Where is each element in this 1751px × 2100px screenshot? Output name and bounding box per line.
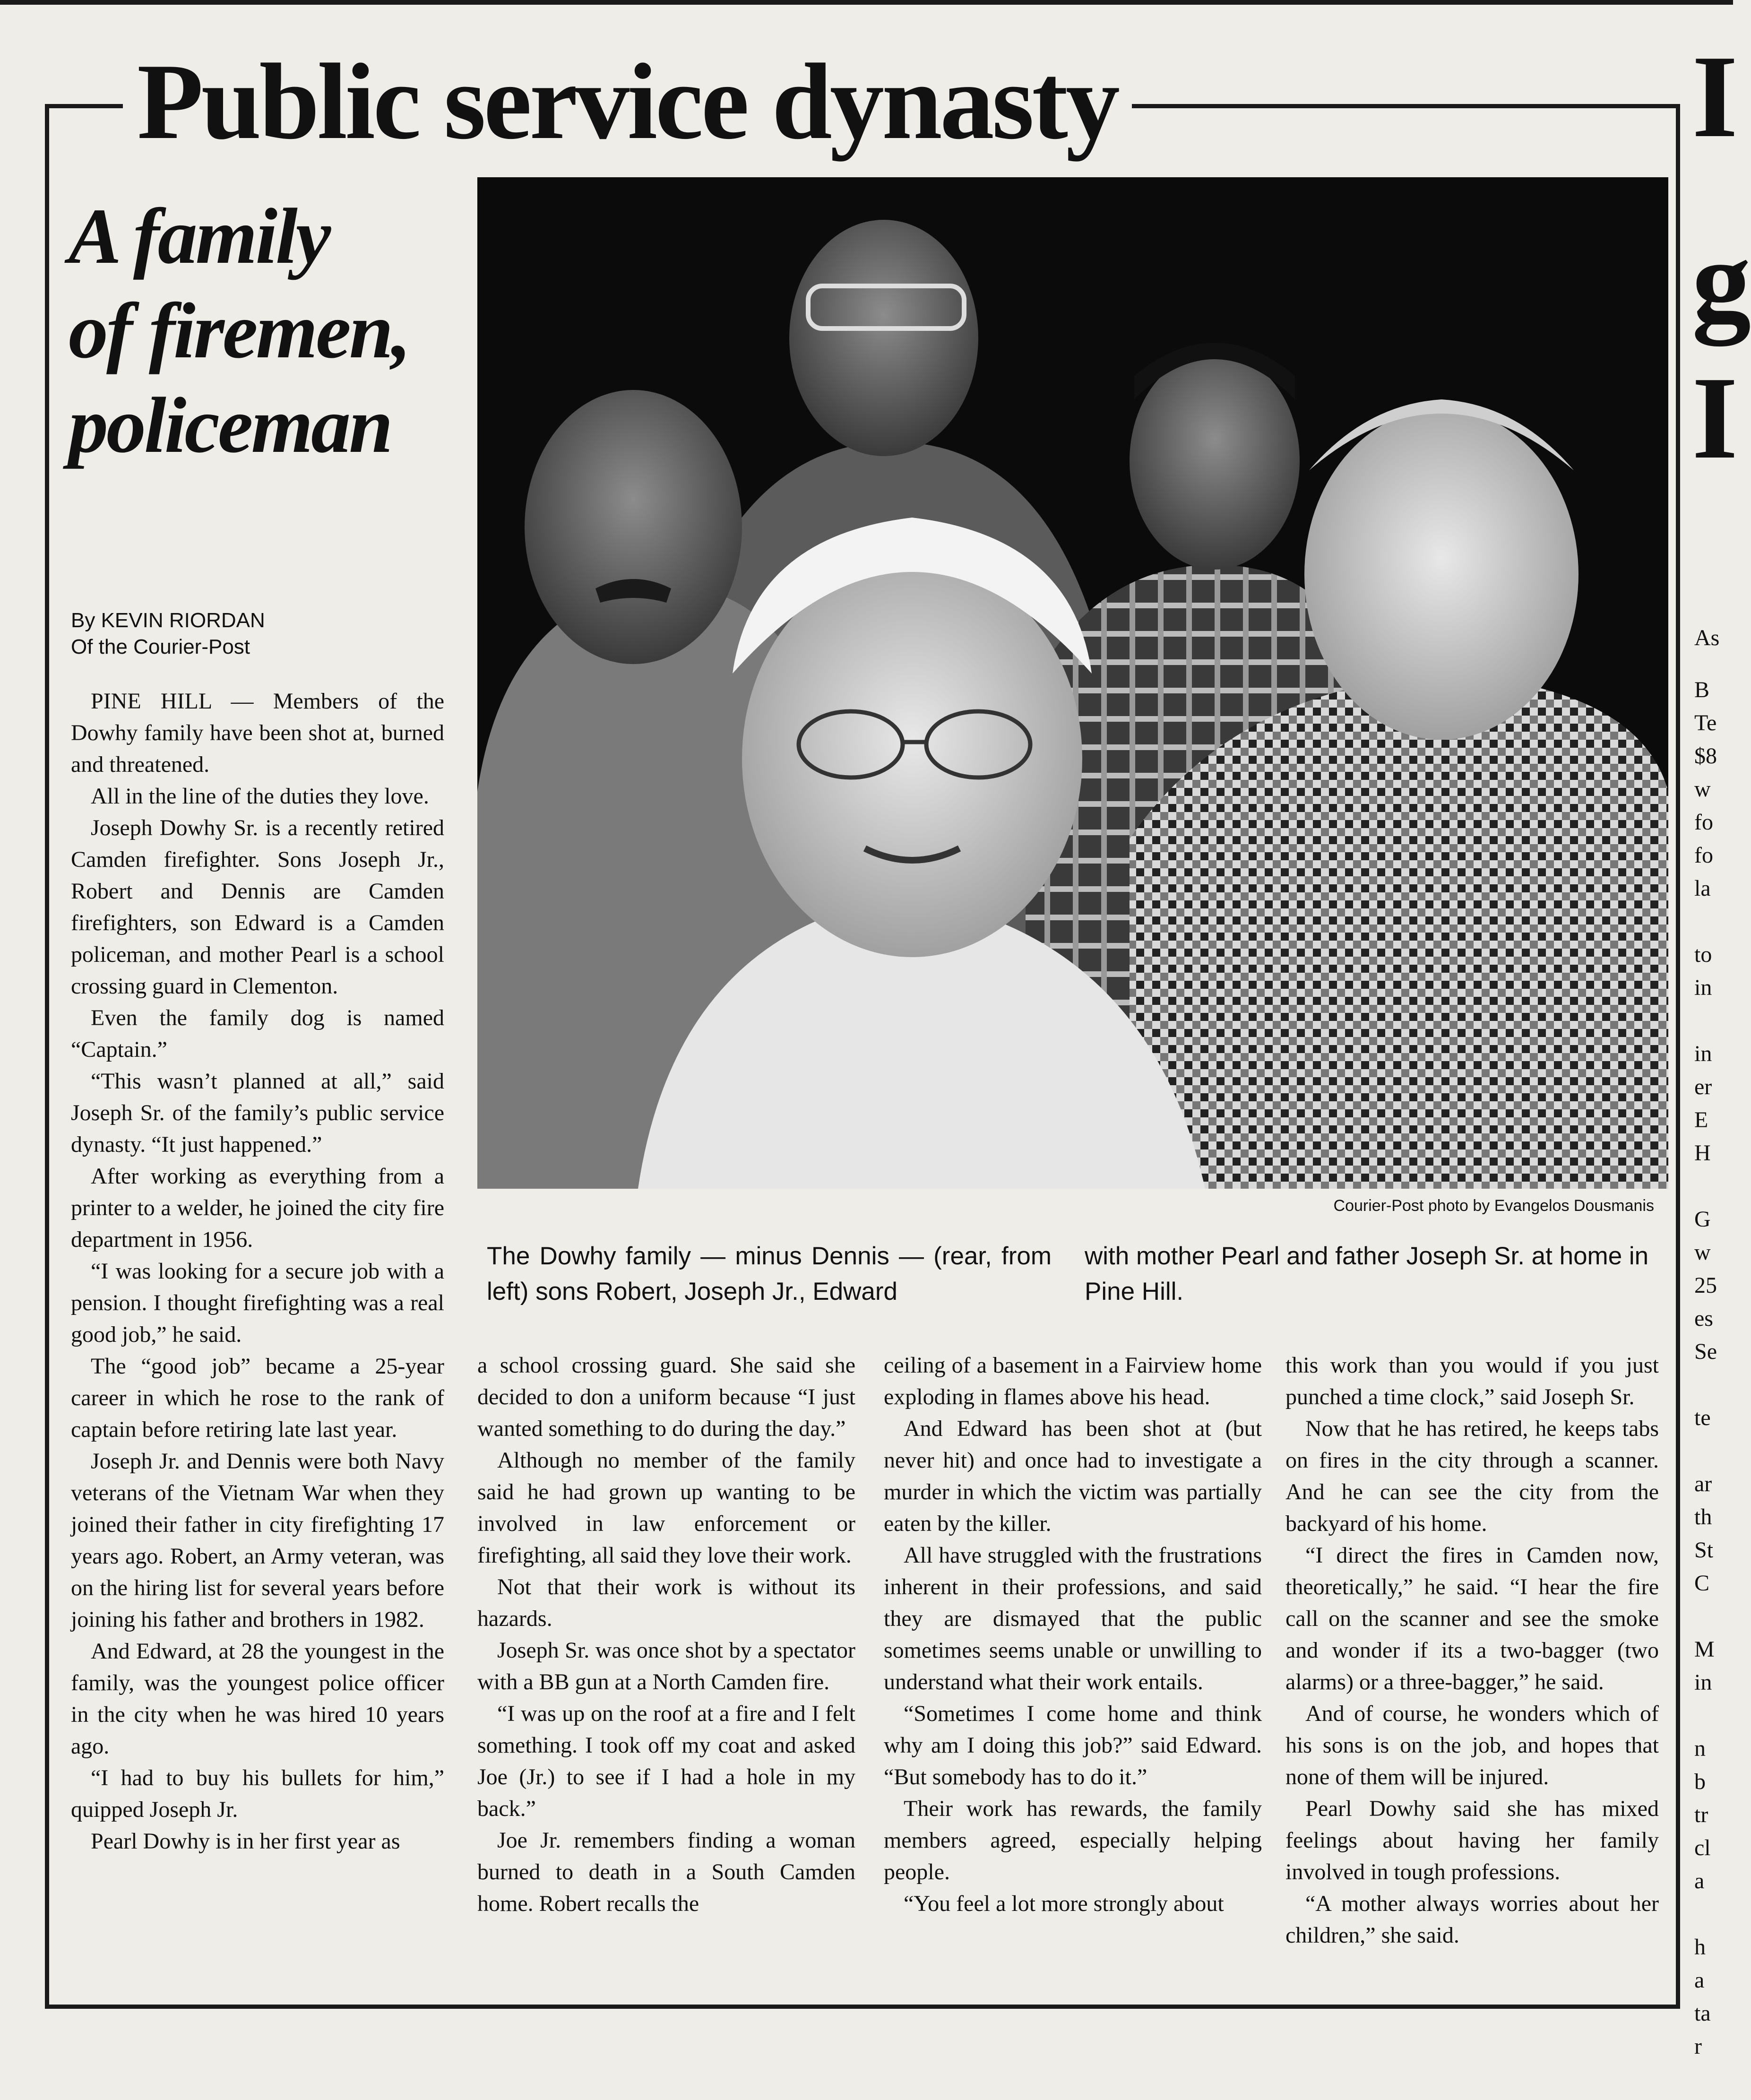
byline-affiliation: Of the Courier-Post	[71, 635, 250, 658]
paragraph: this work than you would if you just punched a time clock,” said Joseph Sr.	[1285, 1353, 1659, 1409]
fragment-text-line: cl	[1694, 1835, 1711, 1860]
paragraph: All in the line of the duties they love.	[91, 784, 429, 809]
paragraph: Although no member of the family said he had grown up wanting to be involved in law enforcement or firefighting, all said they love their work.	[477, 1448, 855, 1568]
article-column-1	[71, 685, 444, 1997]
fragment-headline-glyph: I	[1692, 353, 1738, 484]
fragment-text-line: la	[1694, 876, 1711, 901]
fragment-text-line: fo	[1694, 810, 1713, 835]
fragment-text-line: in	[1694, 975, 1712, 1000]
fragment-text-line: b	[1694, 1769, 1706, 1794]
paragraph: The “good job” became a 25-year career in which he rose to the rank of captain before retiring late last year.	[71, 1354, 444, 1442]
paragraph: And of course, he wonders which of his sons is on the job, and hopes that none of them will be injured.	[1285, 1701, 1659, 1789]
paragraph: ceiling of a basement in a Fairview home exploding in flames above his head.	[884, 1353, 1262, 1409]
fragment-text-line: H	[1694, 1141, 1711, 1166]
kicker-line: policeman	[69, 381, 391, 469]
fragment-text-line: fo	[1694, 843, 1713, 868]
fragment-text-line: C	[1694, 1571, 1710, 1596]
fragment-text-line: Te	[1694, 710, 1717, 735]
fragment-text-line: in	[1694, 1041, 1712, 1066]
caption-part-1: The Dowhy family — minus Dennis — (rear, from left) sons Robert, Joseph Jr., Edward	[487, 1242, 1052, 1305]
fragment-text-line: h	[1694, 1935, 1706, 1960]
headline: Public service dynasty	[123, 40, 1132, 163]
paragraph: “I had to buy his bullets for him,” quipped Joseph Jr.	[71, 1765, 444, 1822]
fragment-text-line: th	[1694, 1504, 1712, 1530]
fragment-text-line: ta	[1694, 2001, 1711, 2026]
paragraph: “I direct the fires in Camden now, theoretically,” he said. “I hear the fire call on the scanner and see the smoke and wonder if its a two-bagger (two alarms) or a three-bagger,” he said.	[1285, 1543, 1659, 1694]
byline	[71, 607, 458, 660]
fragment-text-line: As	[1694, 625, 1720, 650]
byline-author: By KEVIN RIORDAN	[71, 609, 265, 632]
fragment-text-line: tr	[1694, 1802, 1708, 1827]
paragraph: Joseph Sr. was once shot by a spectator with a BB gun at a North Camden fire.	[477, 1638, 855, 1694]
fragment-text-line: B	[1694, 677, 1710, 702]
paragraph: All have struggled with the frustrations inherent in their professions, and said they are dismayed that the public sometimes seems unable or unwilling to understand what their work entails.	[884, 1543, 1262, 1694]
paragraph: And Edward, at 28 the youngest in the family, was the youngest police officer in the city when he was hired 10 years ago.	[71, 1639, 444, 1759]
paragraph: After working as everything from a printer to a welder, he joined the city fire department in 1956.	[71, 1164, 444, 1252]
fragment-text-line: w	[1694, 1240, 1711, 1265]
paragraph: Pearl Dowhy is in her first year as	[91, 1829, 400, 1854]
paragraph: Joseph Jr. and Dennis were both Navy veterans of the Vietnam War when they joined their father in city firefighting 17 years ago. Robert, an Army veteran, was on the hiring list for several years before joining his father and brothers in 1982.	[71, 1449, 444, 1632]
top-rule	[0, 0, 1733, 5]
photo-credit: Courier-Post photo by Evangelos Dousmanis	[1333, 1197, 1654, 1215]
fragment-text-line: w	[1694, 777, 1711, 802]
fragment-text-line: es	[1694, 1306, 1713, 1331]
fragment-text-line: G	[1694, 1207, 1711, 1232]
fragment-text-line: in	[1694, 1670, 1712, 1695]
paragraph: Even the family dog is named “Captain.”	[71, 1005, 444, 1062]
fragment-headline-glyph: g	[1692, 216, 1751, 346]
family-photo-illustration	[477, 177, 1668, 1189]
fragment-text-line: er	[1694, 1074, 1712, 1099]
paragraph: “I was looking for a secure job with a pension. I thought firefighting was a real good job,” he said.	[71, 1259, 444, 1347]
article-column-3	[884, 1349, 1262, 2002]
fragment-text-line: r	[1694, 2034, 1702, 2059]
paragraph: Not that their work is without its hazards.	[477, 1574, 855, 1631]
paragraph: PINE HILL — Members of the Dowhy family have been shot at, burned and threatened.	[71, 689, 444, 777]
fragment-text-line: St	[1694, 1538, 1714, 1563]
fragment-headline-glyph: I	[1692, 31, 1738, 162]
fragment-text-line: M	[1694, 1637, 1715, 1662]
paragraph: “Sometimes I come home and think why am I doing this job?” said Edward. “But somebody has to do it.”	[884, 1701, 1262, 1789]
fragment-text-line: n	[1694, 1736, 1706, 1761]
fragment-text-line: te	[1694, 1405, 1711, 1430]
fragment-text-line: a	[1694, 1868, 1705, 1893]
paragraph: Pearl Dowhy said she has mixed feelings about having her family involved in tough professions.	[1285, 1796, 1659, 1884]
family-photo	[477, 177, 1668, 1189]
paragraph: Joe Jr. remembers finding a woman burned to death in a South Camden home. Robert recalls the	[477, 1828, 855, 1916]
article-column-4	[1285, 1349, 1659, 2002]
paragraph: Now that he has retired, he keeps tabs on fires in the city through a scanner. And he can see the city from the backyard of his home.	[1285, 1416, 1659, 1536]
fragment-text-line: Se	[1694, 1339, 1717, 1364]
paragraph: a school crossing guard. She said she decided to don a uniform because “I just wanted something to do during the day.”	[477, 1353, 855, 1441]
adjacent-article-fragment	[1692, 0, 1751, 2100]
article-column-2	[477, 1349, 855, 2002]
paragraph: “I was up on the roof at a fire and I felt something. I took off my coat and asked Joe (Jr.) to see if I had a hole in my back.”	[477, 1701, 855, 1821]
fragment-text-line: to	[1694, 942, 1712, 967]
kicker-headline	[69, 189, 461, 473]
photo-caption	[487, 1238, 1659, 1333]
paragraph: And Edward has been shot at (but never hit) and once had to investigate a murder in which the victim was partially eaten by the killer.	[884, 1416, 1262, 1536]
fragment-text-line: 25	[1694, 1273, 1717, 1298]
kicker-line: A family	[69, 192, 329, 280]
fragment-text-line: a	[1694, 1968, 1705, 1993]
paragraph: “This wasn’t planned at all,” said Joseph Sr. of the family’s public service dynasty. “It just happened.”	[71, 1069, 444, 1157]
paragraph: Joseph Dowhy Sr. is a recently retired Camden firefighter. Sons Joseph Jr., Robert and Dennis are Camden firefighters, son Edward is a Camden policeman, and mother Pearl is a school crossing guard in Clementon.	[71, 815, 444, 999]
fragment-text-line: $8	[1694, 743, 1717, 769]
paragraph: “A mother always worries about her children,” she said.	[1285, 1891, 1659, 1948]
caption-part-2: with mother Pearl and father Joseph Sr. at home in Pine Hill.	[1085, 1242, 1649, 1305]
kicker-line: of firemen,	[69, 287, 410, 375]
fragment-text-line: E	[1694, 1107, 1708, 1132]
paragraph: “You feel a lot more strongly about	[904, 1891, 1224, 1916]
paragraph: Their work has rewards, the family members agreed, especially helping people.	[884, 1796, 1262, 1884]
fragment-text-line: ar	[1694, 1471, 1712, 1496]
